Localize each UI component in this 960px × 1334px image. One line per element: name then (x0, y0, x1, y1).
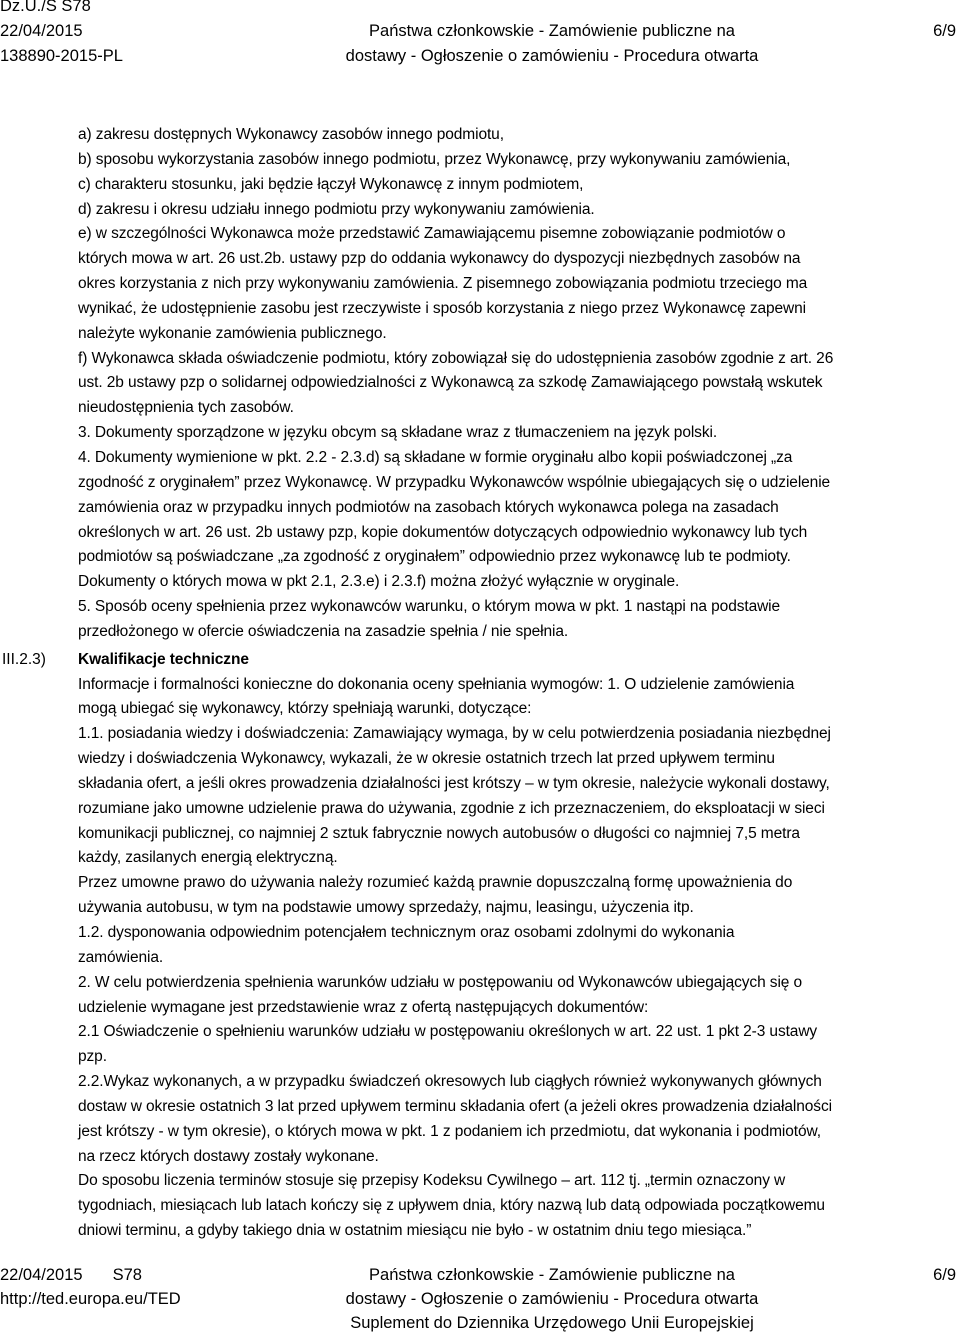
text-line: należyte wykonanie zamówienia publicznego. (78, 324, 387, 342)
text-line: wynikać, że udostępnienie zasobu jest rzeczywiste i sposób korzystania z niego przez Wykonawcę zapewni (78, 299, 806, 317)
text-line: rozumiane jako umowne udzielenie prawa do używania, zgodnie z ich przeznaczeniem, do eksploatacji w sieci (78, 799, 825, 817)
text-line: dostaw w okresie ostatnich 3 lat przed upływem terminu składania ofert (a jeżeli okres prowadzenia działalności (78, 1097, 832, 1115)
text-line: okres korzystania z nich przy wykonywaniu zamówienia. Z pisemnego zobowiązania podmiotu trzeciego ma (78, 275, 808, 293)
text-line: dniowi terminu, a gdyby takiego dnia w ostatnim miesiącu nie było - w ostatnim dniu tego miesiąca.” (78, 1222, 752, 1240)
text-line: Informacje i formalności konieczne do dokonania oceny spełniania wymogów: 1. O udzielenie zamówienia (78, 675, 795, 693)
text-line: Przez umowne prawo do używania należy rozumieć każdą prawnie dopuszczalną formę upoważnienia do (78, 874, 793, 892)
text-line: 5. Sposób oceny spełnienia przez wykonawców warunku, o którym mowa w pkt. 1 nastąpi na podstawie (78, 598, 781, 616)
text-line: tygodniach, miesiącach lub latach kończy się z upływem dnia, który nazwą lub datą odpowiada początkowemu (78, 1197, 825, 1215)
text-line: 4. Dokumenty wymienione w pkt. 2.2 - 2.3.d) są składane w formie oryginału albo kopii poświadczonej „za (78, 448, 793, 466)
text-line: f) Wykonawca składa oświadczenie podmiotu, który zobowiązał się do udostępnienia zasobów zgodnie z art. 26 (78, 349, 834, 367)
document-body (78, 123, 954, 1244)
text-line: każdy, zasilanych energią elektryczną. (78, 849, 338, 867)
text-line: 2. W celu potwierdzenia spełnienia warunków udziału w postępowaniu od Wykonawców ubiegających się o (78, 973, 803, 991)
text-line: na rzecz których dostawy zostały wykonane. (78, 1147, 379, 1165)
text-line: ust. 2b ustawy pzp o solidarnej odpowiedzialności z Wykonawcą za szkodę Zamawiającego powstałą wskutek (78, 374, 823, 392)
text-line: zgodność z oryginałem” przez Wykonawcę. W przypadku Wykonawców wspólnie ubiegających się o udzielenie (78, 473, 831, 491)
text-line: 2.2.Wykaz wykonanych, a w przypadku świadczeń okresowych lub ciągłych również wykonywanych głównych (78, 1073, 822, 1091)
text-line: e) w szczególności Wykonawca może przedstawić Zamawiającemu pisemne zobowiązanie podmiotów o (78, 225, 786, 243)
footer-url[interactable]: http://ted.europa.eu/TED (0, 1290, 181, 1308)
footer-title-line3: Suplement do Dziennika Urzędowego Unii Europejskiej (350, 1314, 754, 1332)
text-line: składania ofert, a jeśli okres prowadzenia działalności jest krótszy – w tym okresie, należycie wykonali dostawy, (78, 774, 830, 792)
text-line: pzp. (78, 1048, 107, 1066)
header-title-line1: Państwa członkowskie - Zamówienie publiczne na (369, 22, 735, 40)
footer-page-number: 6/9 (933, 1266, 956, 1284)
text-line: zamówienia. (78, 948, 164, 966)
footer-title-line1: Państwa członkowskie - Zamówienie publiczne na (369, 1266, 735, 1284)
text-line: d) zakresu i okresu udziału innego podmiotu przy wykonywaniu zamówienia. (78, 200, 595, 218)
text-line: przedłożonego w ofercie oświadczenia na zasadzie spełnia / nie spełnia. (78, 622, 569, 640)
header-page-number: 6/9 (933, 22, 956, 40)
text-line: mogą ubiegać się wykonawcy, którzy spełniają warunki, dotyczące: (78, 700, 532, 718)
text-line: których mowa w art. 26 ust.2b. ustawy pzp do oddania wykonawcy do dyspozycji niezbędnych zasobów na (78, 250, 801, 268)
footer-title-line2: dostawy - Ogłoszenie o zamówieniu - Procedura otwarta (345, 1290, 759, 1308)
text-line: 1.2. dysponowania odpowiednim potencjałem technicznym oraz osobami zdolnymi do wykonania (78, 924, 735, 941)
text-line: określonych w art. 26 ust. 2b ustawy pzp, kopie dokumentów dotyczących odpowiednio wykonawcy lub tych (78, 523, 808, 541)
section-title: Kwalifikacje techniczne (78, 650, 249, 668)
text-line: c) charakteru stosunku, jaki będzie łączył Wykonawcę z innym podmiotem, (78, 175, 584, 193)
text-line: komunikacji publicznej, co najmniej 2 sztuk fabrycznie nowych autobusów o długości co najmniej 7,5 metra (78, 824, 800, 842)
text-line: używania autobusu, w tym na podstawie umowy sprzedaży, najmu, leasingu, użyczenia itp. (78, 899, 694, 917)
text-line: nieudostępnienia tych zasobów. (78, 399, 294, 417)
text-line: udzielenie wymagane jest przedstawienie wraz z ofertą następujących dokumentów: (78, 998, 649, 1016)
requirements-block (78, 123, 954, 645)
text-line: podmiotów są poświadczane „za zgodność z oryginałem” odpowiednio przez wykonawcę lub te podmioty. (78, 548, 791, 566)
text-line: Do sposobu liczenia terminów stosuje się przepisy Kodeksu Cywilnego – art. 112 tj. „termin oznaczony w (78, 1172, 786, 1190)
section-number: III.2.3) (2, 651, 46, 668)
journal-ref: Dz.U./S S78 (0, 0, 91, 15)
technical-qualifications-block (78, 673, 954, 1244)
footer-date-value: 22/04/2015 (0, 1266, 83, 1284)
text-line: b) sposobu wykorzystania zasobów innego podmiotu, przez Wykonawcę, przy wykonywaniu zamówienia, (78, 150, 791, 168)
header-title-line2: dostawy - Ogłoszenie o zamówieniu - Procedura otwarta (345, 47, 759, 65)
text-line: jest krótszy - w tym okresie), o których mowa w pkt. 1 z podaniem ich przedmiotu, dat wykonania i podmiotów, (78, 1122, 821, 1140)
header-date: 22/04/2015 (0, 22, 83, 40)
text-line: a) zakresu dostępnych Wykonawcy zasobów innego podmiotu, (78, 126, 504, 143)
text-line: 1.1. posiadania wiedzy i doświadczenia: Zamawiający wymaga, by w celu potwierdzenia posiadania niezbędnej (78, 725, 831, 743)
footer-series: S78 (112, 1266, 142, 1284)
text-line: 3. Dokumenty sporządzone w języku obcym są składane wraz z tłumaczeniem na język polski. (78, 424, 718, 442)
notice-id: 138890-2015-PL (0, 47, 123, 65)
text-line: zamówienia oraz w przypadku innych podmiotów na zasobach których wykonawca polega na zasadach (78, 498, 779, 516)
text-line: wiedzy i doświadczenia Wykonawcy, wykazali, że w okresie ostatnich trzech lat przed upływem terminu (78, 750, 775, 768)
text-line: Dokumenty o których mowa w pkt 2.1, 2.3.e) i 2.3.f) można złożyć wyłącznie w oryginale. (78, 573, 680, 591)
text-line: 2.1 Oświadczenie o spełnieniu warunków udziału w postępowaniu określonych w art. 22 ust. 1 pkt 2-3 ustawy (78, 1023, 818, 1041)
